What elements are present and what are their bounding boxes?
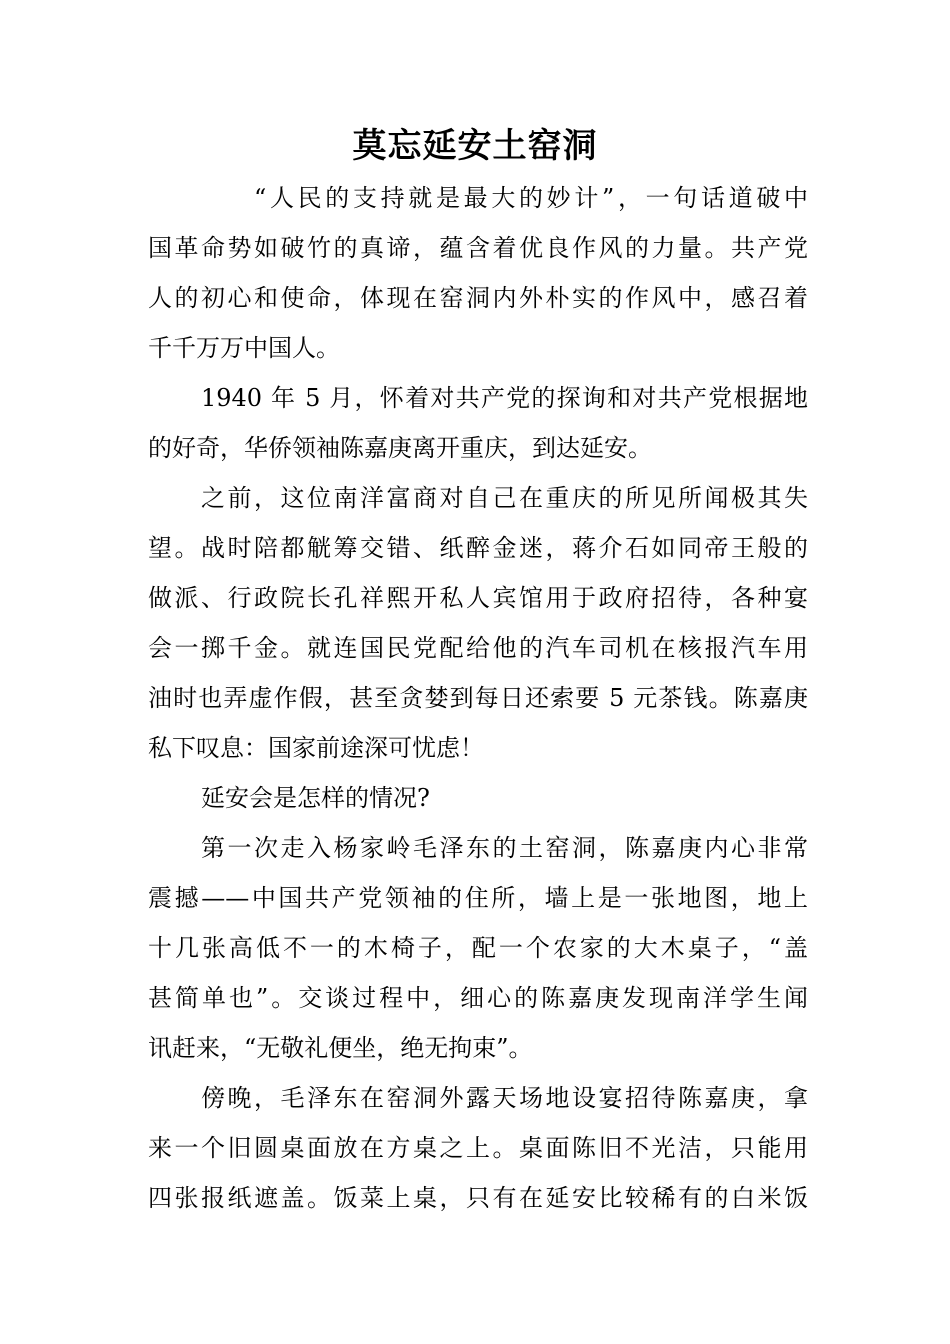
paragraph-line: 私下叹息：国家前途深可忧虑！ (148, 734, 484, 762)
paragraph-line: 震撼——中国共产党领袖的住所，墙上是一张地图，地上 (148, 884, 808, 912)
paragraph-line: 来一个旧圆桌面放在方桌之上。桌面陈旧不光洁，只能用 (148, 1134, 808, 1162)
paragraph-line: 望。战时陪都觥筹交错、纸醉金迷，蒋介石如同帝王般的 (148, 534, 808, 562)
paragraph-line: 会一掷千金。就连国民党配给他的汽车司机在核报汽车用 (148, 634, 808, 662)
paragraph-line: 四张报纸遮盖。饭菜上桌，只有在延安比较稀有的白米饭 (148, 1184, 808, 1212)
paragraph-line: 讯赶来，“无敬礼便坐，绝无拘束”。 (148, 1034, 533, 1062)
paragraph-line: 国革命势如破竹的真谛，蕴含着优良作风的力量。共产党 (148, 234, 808, 262)
paragraph-line: 的好奇，华侨领袖陈嘉庚离开重庆，到达延安。 (148, 434, 652, 462)
paragraph-line: 之前，这位南洋富商对自己在重庆的所见所闻极其失 (201, 484, 808, 512)
paragraph-line: 做派、行政院长孔祥熙开私人宾馆用于政府招待，各种宴 (148, 584, 808, 612)
paragraph-line: 千千万万中国人。 (148, 334, 340, 362)
paragraph-line: 十几张高低不一的木椅子，配一个农家的大木桌子，“盖 (148, 934, 808, 962)
paragraph-line: 延安会是怎样的情况? (201, 784, 430, 812)
paragraph-line: 油时也弄虚作假，甚至贪婪到每日还索要 5 元茶钱。陈嘉庚 (148, 684, 808, 712)
paragraph-line: 傍晚，毛泽东在窑洞外露天场地设宴招待陈嘉庚，拿 (201, 1084, 808, 1112)
paragraph-line: 1940 年 5 月，怀着对共产党的探询和对共产党根据地 (201, 384, 808, 412)
paragraph-line: 甚简单也”。交谈过程中，细心的陈嘉庚发现南洋学生闻 (148, 984, 808, 1012)
paragraph-line: 人的初心和使命，体现在窑洞内外朴实的作风中，感召着 (148, 284, 808, 312)
paragraph-line: 第一次走入杨家岭毛泽东的土窑洞，陈嘉庚内心非常 (201, 834, 808, 862)
paragraph-line: “人民的支持就是最大的妙计”，一句话道破中 (254, 184, 808, 212)
document-title: 莫忘延安土窑洞 (352, 126, 598, 166)
